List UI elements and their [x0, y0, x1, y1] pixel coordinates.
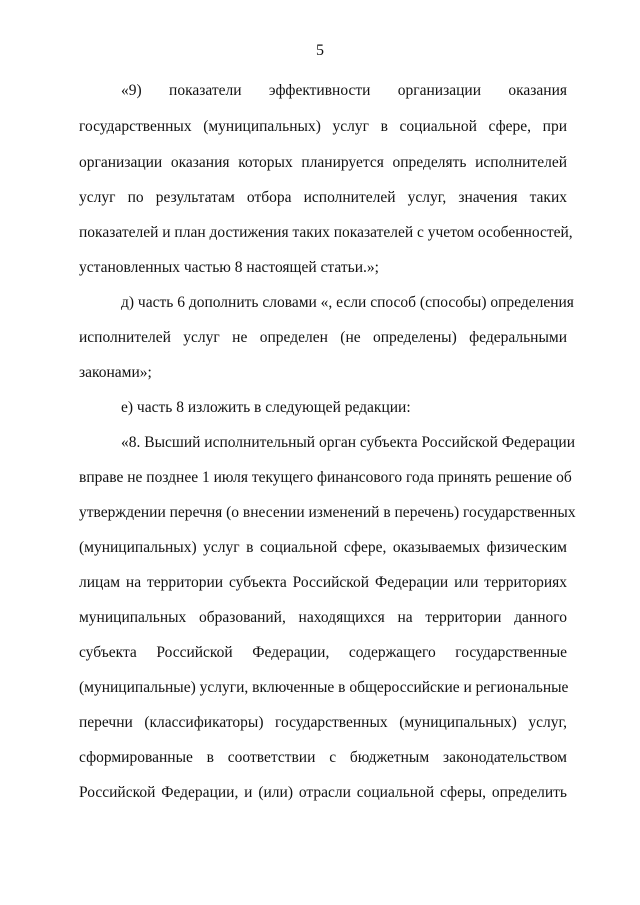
page-number: 5	[316, 42, 324, 59]
text-line: перечни (классификаторы) государственных (муниципальных) услуг,	[79, 714, 567, 731]
text-line: Российской Федерации, и (или) отрасли социальной сферы, определить	[79, 784, 567, 801]
text-line: вправе не позднее 1 июля текущего финансового года принять решение об	[79, 469, 572, 486]
text-line: государственных (муниципальных) услуг в социальной сфере, при	[79, 118, 567, 135]
text-line: исполнителей услуг не определен (не определены) федеральными	[79, 329, 567, 346]
text-line: «8. Высший исполнительный орган субъекта Российской Федерации	[121, 434, 575, 451]
text-line: е) часть 8 изложить в следующей редакции:	[121, 399, 411, 416]
text-line: показателей и план достижения таких показателей с учетом особенностей,	[79, 224, 573, 241]
text-line: муниципальных образований, находящихся на территории данного	[79, 609, 567, 626]
text-line: организации оказания которых планируется определять исполнителей	[79, 154, 567, 171]
text-line: сформированные в соответствии с бюджетным законодательством	[79, 749, 567, 766]
text-line: (муниципальных) услуг в социальной сфере, оказываемых физическим	[79, 539, 567, 556]
text-line: услуг по результатам отбора исполнителей услуг, значения таких	[79, 189, 567, 206]
text-line: «9) показатели эффективности организации оказания	[121, 82, 567, 99]
text-line: утверждении перечня (о внесении изменений в перечень) государственных	[79, 504, 576, 521]
text-line: субъекта Российской Федерации, содержащего государственные	[79, 644, 567, 661]
text-line: д) часть 6 дополнить словами «, если способ (способы) определения	[121, 294, 574, 311]
text-line: (муниципальные) услуги, включенные в общероссийские и региональные	[79, 679, 569, 696]
text-line: законами»;	[79, 364, 152, 381]
text-line: лицам на территории субъекта Российской Федерации или территориях	[79, 574, 567, 591]
text-line: установленных частью 8 настоящей статьи.»;	[79, 259, 379, 276]
